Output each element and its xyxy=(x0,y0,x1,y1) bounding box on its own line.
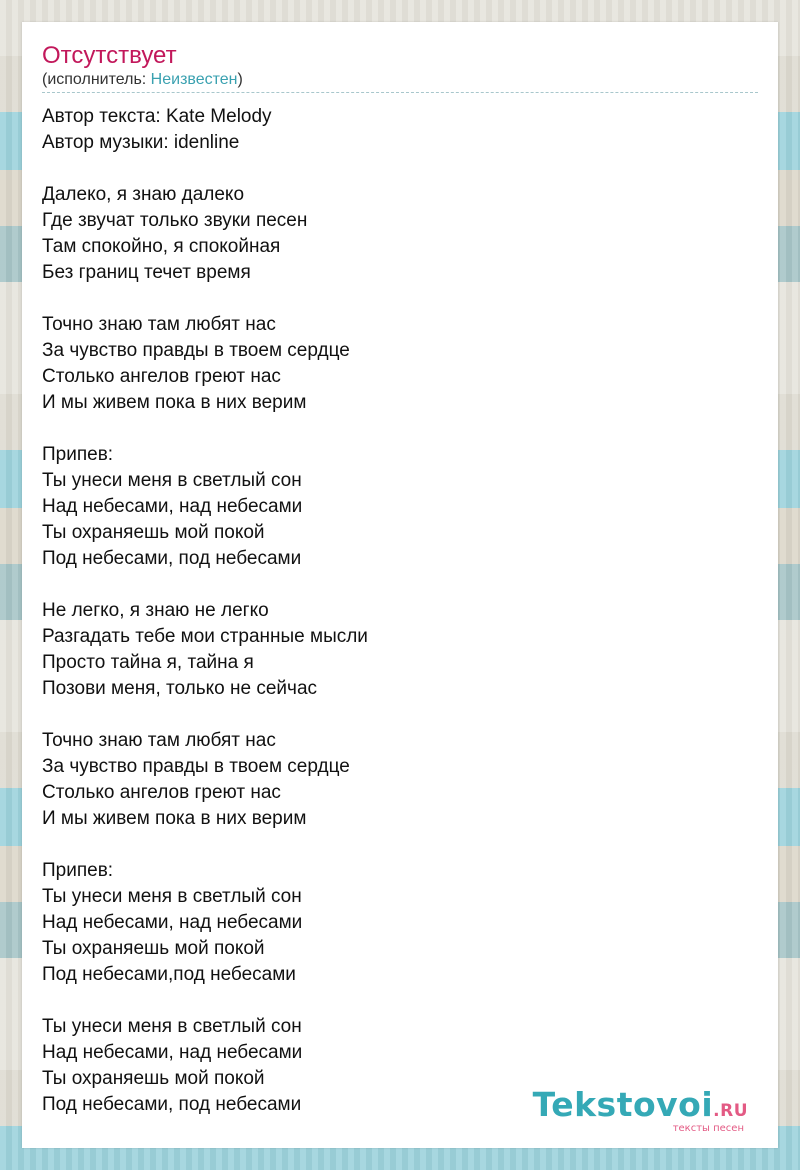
lyrics-text: Автор текста: Kate Melody Автор музыки: idenline Далеко, я знаю далеко Где звучат только звуки песен Там спокойно, я спокойная Без границ течет время Точно знаю там любят нас За чувство правды в твоем сердце Столько ангелов греют нас И мы живем пока в них верим Припев: Ты унеси меня в светлый сон Над небесами, над небесами Ты охраняешь мой покой Под небесами, под небесами Не легко, я знаю не легко Разгадать тебе мои странные мысли Просто тайна я, тайна я Позови меня, только не сейчас Точно знаю там любят нас За чувство правды в твоем сердце Столько ангелов греют нас И мы живем пока в них верим Припев: Ты унеси меня в светлый сон Над небесами, над небесами Ты охраняешь мой покой Под небесами,под небесами Ты унеси меня в светлый сон Над небесами, над небесами Ты охраняешь мой покой Под небесами, под небесами xyxy=(42,106,368,1115)
artist-suffix: ) xyxy=(237,71,243,88)
logo-wordmark xyxy=(532,1085,748,1128)
logo-name: Tekstovoi xyxy=(532,1085,714,1124)
artist-prefix: (исполнитель: xyxy=(42,71,151,88)
lyrics-card xyxy=(22,22,778,1148)
artist-line xyxy=(42,71,243,89)
site-logo xyxy=(532,1085,748,1134)
song-title: Отсутствует xyxy=(42,42,177,69)
logo-tld: .RU xyxy=(713,1101,748,1121)
title-divider xyxy=(42,92,758,93)
logo-tagline: тексты песен xyxy=(672,1123,744,1134)
artist-link[interactable]: Неизвестен xyxy=(150,71,238,88)
